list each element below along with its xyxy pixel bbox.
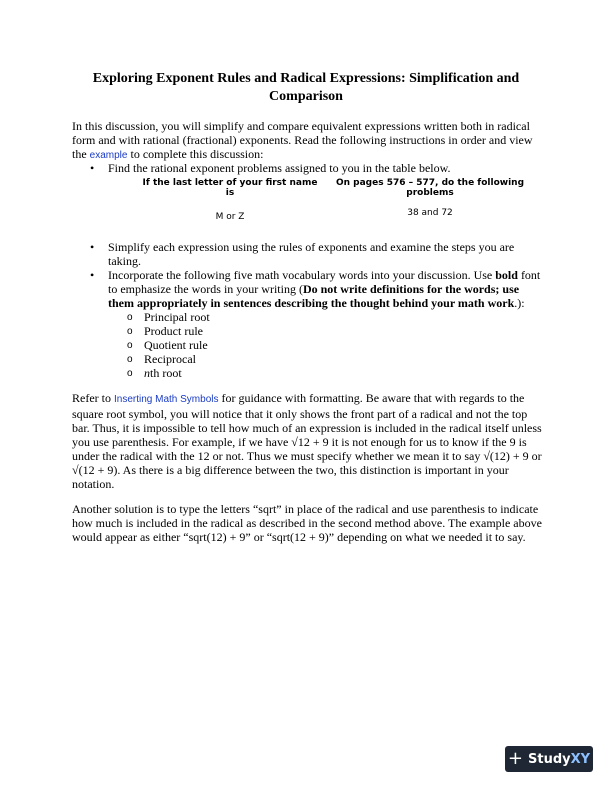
example-link[interactable]: example [89,150,128,161]
intro-text: In this discussion, you will simplify and compare equivalent expressions written both in radical form and with rational (fractional) exponents. Read the following instructions in order and view the [72,119,533,161]
vocab-item: o Principal root [72,310,542,324]
bold-instruction: Do not write definitions for the words; use them appropriately in sentences describing the thought behind your math work [108,282,520,310]
plus-icon: + [507,748,524,769]
vocab-item: o Product rule [72,324,542,338]
table-cell-problems: 38 and 72 [407,208,453,218]
another-solution-paragraph: Another solution is to type the letters “sqrt” in place of the radical and use parenthesis to indicate how much is included in the radical as described in the second method above. The example above would appear as either “sqrt(12) + 9” or “sqrt(12 + 9)” depending on what we needed it to say. [72,502,542,544]
bullet-simplify: • Simplify each expression using the rules of exponents and examine the steps you are taking. [72,240,542,268]
bullet-incorporate-text: Incorporate the following five math vocabulary words into your discussion. Use [108,268,496,282]
instruction-list-2 [72,240,542,380]
page-title: Exploring Exponent Rules and Radical Expressions: Simplification and Comparison [92,71,520,104]
table-cell-letters: M or Z [215,212,245,222]
vocab-item: o Quotient rule [72,338,542,352]
bullet-incorporate-text-3: .): [514,296,525,310]
watermark-logo-text [528,752,590,767]
watermark-study: Study [528,751,571,767]
refer-text: Refer to [72,391,114,405]
bold-word: bold [495,268,518,282]
intro-text-end: to complete this discussion: [127,147,264,161]
bullet-incorporate-text-2: font to emphasize the words in your writing ( [108,268,541,296]
instruction-list-1 [72,161,542,175]
bullet-list [72,240,542,310]
table-header-name-letter: If the last letter of your first name is [142,178,318,198]
vocab-nth-italic: n [144,366,150,380]
refer-text-end: for guidance with formatting. Be aware that with regards to the square root symbol, you will notice that it only shows the front part of a radical and not the top bar. Thus, it is impossible to tell how much of an expression is included in the radical itself unless you use parenthesis. For example, if we have √12 + 9 it is not enough for us to know if the 9 is under the radical with the 12 or not. Thus we must specify whether we mean it to say √(12) + 9 or √(12 + 9). As there is a big difference between the two, this distinction is important in your notation. [72,391,542,491]
vocabulary-list [72,310,542,380]
bullet-find-problems: • Find the rational exponent problems assigned to you in the table below. [72,161,542,175]
studyxy-watermark [505,746,593,772]
watermark-xy: XY [570,751,591,767]
intro-paragraph [72,119,542,163]
vocab-nth-rest: th root [150,366,182,380]
bullet-incorporate [72,268,542,310]
vocab-item: o Reciprocal [72,352,542,366]
vocab-item [72,366,542,380]
inserting-math-symbols-link[interactable]: Inserting Math Symbols [113,394,219,405]
refer-paragraph [72,391,542,491]
table-header-problems: On pages 576 – 577, do the following problems [335,178,525,198]
